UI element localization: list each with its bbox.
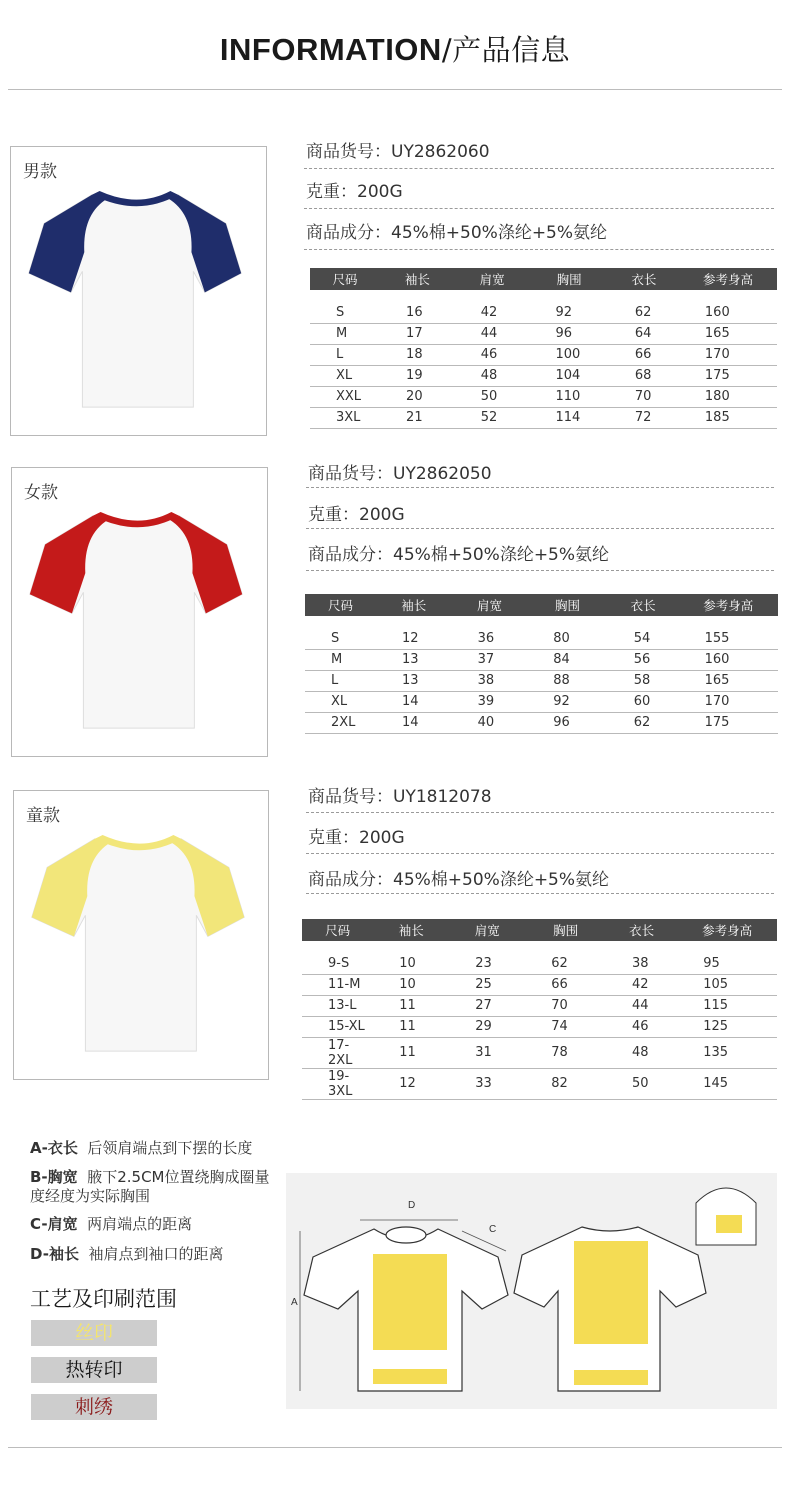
table-cell: 70	[609, 386, 679, 407]
table-cell: 9-S	[302, 953, 373, 974]
product-tag: 男款	[23, 162, 57, 182]
table-cell: 160	[679, 302, 777, 323]
weight-line: 克重：200G	[306, 182, 403, 202]
table-cell: 92	[527, 691, 607, 712]
spacer	[305, 616, 778, 628]
tshirt-image	[28, 829, 248, 1059]
column-header: 尺码	[310, 268, 380, 290]
table-cell: 12	[373, 1068, 449, 1099]
table-cell: 31	[449, 1037, 525, 1068]
table-cell: 115	[677, 995, 777, 1016]
legend-text: 袖肩点到袖口的距离	[88, 1245, 224, 1263]
table-cell: 52	[455, 407, 530, 428]
table-header-row	[302, 919, 777, 941]
table-cell: 14	[376, 712, 452, 733]
size-table	[305, 594, 778, 734]
table-cell: 33	[449, 1068, 525, 1099]
table-cell: 10	[373, 953, 449, 974]
legend-key: A-衣长	[30, 1139, 78, 1157]
table-header-row	[305, 594, 778, 616]
dashed-divider	[306, 893, 774, 894]
sku-line: 商品货号：UY2862060	[306, 142, 490, 162]
table-cell: 50	[606, 1068, 677, 1099]
dashed-divider	[306, 528, 774, 529]
table-cell: 180	[679, 386, 777, 407]
dashed-divider	[306, 570, 774, 571]
table-cell: 11	[373, 1016, 449, 1037]
table-row	[302, 1068, 777, 1099]
weight-line: 克重：200G	[308, 828, 405, 848]
column-header: 尺码	[305, 594, 376, 616]
table-cell: 18	[380, 344, 455, 365]
table-cell: 2XL	[305, 712, 376, 733]
table-cell: 10	[373, 974, 449, 995]
craft-heat-transfer	[31, 1357, 157, 1383]
table-cell: 46	[455, 344, 530, 365]
legend-text: 后领肩端点到下摆的长度	[87, 1139, 253, 1157]
table-row	[302, 995, 777, 1016]
table-cell: 11	[373, 995, 449, 1016]
table-cell: 155	[679, 628, 778, 649]
table-cell: 96	[529, 323, 608, 344]
table-cell: 17-2XL	[302, 1037, 373, 1068]
table-cell: 110	[529, 386, 608, 407]
table-cell: 68	[609, 365, 679, 386]
dashed-divider	[306, 812, 774, 813]
title-en: INFORMATION	[219, 32, 442, 67]
product-photo	[13, 790, 269, 1080]
table-row	[305, 628, 778, 649]
weight-line: 克重：200G	[308, 505, 405, 525]
craft-label: 刺绣	[74, 1396, 113, 1418]
table-cell: 125	[677, 1016, 777, 1037]
table-cell: 58	[608, 670, 679, 691]
table-cell: 92	[529, 302, 608, 323]
spacer	[302, 941, 777, 953]
table-row	[302, 1037, 777, 1068]
table-cell: 56	[608, 649, 679, 670]
page-header	[0, 28, 790, 69]
table-row	[310, 302, 777, 323]
table-cell: 15-XL	[302, 1016, 373, 1037]
composition-line: 商品成分：45%棉+50%涤纶+5%氨纶	[308, 545, 610, 565]
craft-silkscreen	[31, 1320, 157, 1346]
table-cell: XL	[305, 691, 376, 712]
table-cell: 11	[373, 1037, 449, 1068]
tshirt-diagram-illustration	[286, 1173, 777, 1409]
table-cell: 145	[677, 1068, 777, 1099]
table-row	[305, 691, 778, 712]
tshirt-image	[25, 185, 245, 415]
craft-title: 工艺及印刷范围	[30, 1287, 177, 1311]
table-cell: 95	[677, 953, 777, 974]
table-cell: XXL	[310, 386, 380, 407]
table-cell: 66	[609, 344, 679, 365]
table-cell: 40	[452, 712, 528, 733]
table-row	[305, 712, 778, 733]
table-cell: 82	[525, 1068, 606, 1099]
label-d: D	[408, 1200, 416, 1211]
label-a: A	[291, 1297, 298, 1308]
table-row	[302, 974, 777, 995]
table-cell: 78	[525, 1037, 606, 1068]
table-cell: 84	[527, 649, 607, 670]
column-header: 袖长	[373, 919, 449, 941]
table-row	[310, 386, 777, 407]
table-cell: 27	[449, 995, 525, 1016]
table-cell: 160	[679, 649, 778, 670]
table-cell: 16	[380, 302, 455, 323]
table-cell: 20	[380, 386, 455, 407]
table-cell: 64	[609, 323, 679, 344]
table-row	[310, 407, 777, 428]
label-c: C	[489, 1224, 497, 1235]
table-cell: 50	[455, 386, 530, 407]
column-header: 肩宽	[452, 594, 528, 616]
column-header: 参考身高	[679, 268, 777, 290]
page-title	[0, 28, 790, 69]
product-photo	[11, 467, 268, 757]
print-area-diagram	[286, 1173, 777, 1409]
table-cell: 14	[376, 691, 452, 712]
table-cell: 19-3XL	[302, 1068, 373, 1099]
composition-line: 商品成分：45%棉+50%涤纶+5%氨纶	[306, 223, 608, 243]
table-cell: 25	[449, 974, 525, 995]
table-cell: 13	[376, 670, 452, 691]
table-row	[310, 344, 777, 365]
product-tag: 女款	[24, 483, 58, 503]
column-header: 衣长	[608, 594, 679, 616]
table-cell: 17	[380, 323, 455, 344]
spacer	[310, 290, 777, 302]
column-header: 尺码	[302, 919, 373, 941]
table-cell: S	[305, 628, 376, 649]
title-cn: /产品信息	[441, 33, 571, 67]
table-cell: L	[310, 344, 380, 365]
table-cell: 21	[380, 407, 455, 428]
column-header: 胸围	[525, 919, 606, 941]
table-cell: 60	[608, 691, 679, 712]
sku-line: 商品货号：UY2862050	[308, 464, 492, 484]
table-cell: 104	[529, 365, 608, 386]
table-cell: 80	[527, 628, 607, 649]
legend-key: B-胸宽	[30, 1168, 78, 1186]
table-cell: 48	[455, 365, 530, 386]
table-cell: L	[305, 670, 376, 691]
table-cell: 135	[677, 1037, 777, 1068]
sku-line: 商品货号：UY1812078	[308, 787, 492, 807]
table-row	[305, 649, 778, 670]
legend-text: 两肩端点的距离	[87, 1215, 193, 1233]
table-cell: 36	[452, 628, 528, 649]
table-cell: 37	[452, 649, 528, 670]
table-cell: 44	[455, 323, 530, 344]
table-cell: 114	[529, 407, 608, 428]
column-header: 参考身高	[677, 919, 777, 941]
table-cell: 13-L	[302, 995, 373, 1016]
table-cell: 62	[609, 302, 679, 323]
table-cell: 74	[525, 1016, 606, 1037]
table-cell: 12	[376, 628, 452, 649]
table-row	[302, 953, 777, 974]
table-cell: 66	[525, 974, 606, 995]
legend-key: D-袖长	[30, 1245, 79, 1263]
craft-embroidery	[31, 1394, 157, 1420]
table-cell: 62	[525, 953, 606, 974]
table-cell: 165	[679, 670, 778, 691]
column-header: 胸围	[527, 594, 607, 616]
column-header: 胸围	[529, 268, 608, 290]
legend-c	[30, 1215, 192, 1234]
table-cell: 44	[606, 995, 677, 1016]
dashed-divider	[306, 853, 774, 854]
table-header-row	[310, 268, 777, 290]
legend-a	[30, 1139, 252, 1158]
table-cell: 42	[455, 302, 530, 323]
table-cell: S	[310, 302, 380, 323]
product-photo	[10, 146, 267, 436]
table-cell: M	[310, 323, 380, 344]
table-cell: 165	[679, 323, 777, 344]
table-cell: 46	[606, 1016, 677, 1037]
table-cell: 39	[452, 691, 528, 712]
tshirt-image	[26, 506, 246, 736]
dashed-divider	[306, 487, 774, 488]
table-cell: 29	[449, 1016, 525, 1037]
column-header: 衣长	[606, 919, 677, 941]
size-table	[310, 268, 777, 429]
table-cell: 100	[529, 344, 608, 365]
table-cell: 11-M	[302, 974, 373, 995]
table-cell: 13	[376, 649, 452, 670]
table-cell: 38	[452, 670, 528, 691]
table-cell: 54	[608, 628, 679, 649]
table-cell: 62	[608, 712, 679, 733]
composition-line: 商品成分：45%棉+50%涤纶+5%氨纶	[308, 870, 610, 890]
legend-b	[30, 1168, 280, 1206]
table-cell: 175	[679, 712, 778, 733]
dashed-divider	[304, 168, 774, 169]
column-header: 袖长	[380, 268, 455, 290]
legend-d	[30, 1245, 224, 1264]
dashed-divider	[304, 249, 774, 250]
table-cell: 175	[679, 365, 777, 386]
table-cell: M	[305, 649, 376, 670]
table-row	[305, 670, 778, 691]
table-cell: 23	[449, 953, 525, 974]
table-cell: 72	[609, 407, 679, 428]
table-cell: 42	[606, 974, 677, 995]
table-row	[310, 323, 777, 344]
product-tag: 童款	[26, 806, 60, 826]
table-cell: 88	[527, 670, 607, 691]
footer-divider	[8, 1447, 782, 1448]
table-cell: 185	[679, 407, 777, 428]
column-header: 衣长	[609, 268, 679, 290]
craft-label: 丝印	[74, 1322, 113, 1344]
table-row	[310, 365, 777, 386]
table-cell: 48	[606, 1037, 677, 1068]
size-table	[302, 919, 777, 1100]
legend-text: 腋下2.5CM位置绕胸成圈量度经度为实际胸围	[30, 1168, 270, 1205]
table-cell: 3XL	[310, 407, 380, 428]
table-row	[302, 1016, 777, 1037]
dashed-divider	[304, 208, 774, 209]
table-cell: 19	[380, 365, 455, 386]
table-cell: 105	[677, 974, 777, 995]
column-header: 袖长	[376, 594, 452, 616]
header-divider	[8, 89, 782, 90]
table-cell: 96	[527, 712, 607, 733]
table-cell: XL	[310, 365, 380, 386]
table-cell: 38	[606, 953, 677, 974]
table-cell: 170	[679, 691, 778, 712]
craft-label: 热转印	[65, 1359, 123, 1381]
table-cell: 70	[525, 995, 606, 1016]
column-header: 参考身高	[679, 594, 778, 616]
table-cell: 170	[679, 344, 777, 365]
legend-key: C-肩宽	[30, 1215, 78, 1233]
column-header: 肩宽	[455, 268, 530, 290]
column-header: 肩宽	[449, 919, 525, 941]
